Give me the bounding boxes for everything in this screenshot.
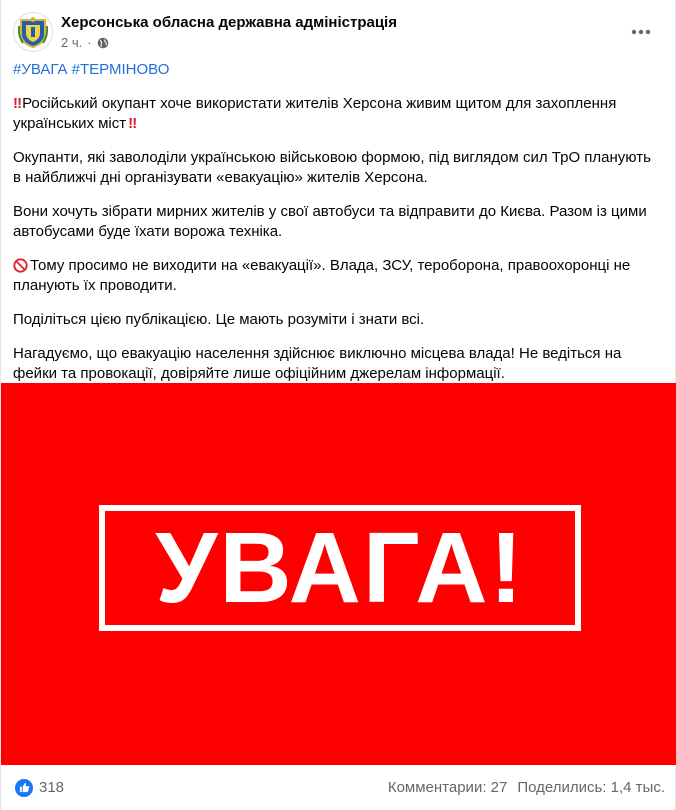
separator-dot: · — [87, 35, 92, 50]
double-exclamation-icon: ‼ — [13, 95, 20, 112]
paragraph-1: ‼ Російський окупант хоче використати жителів Херсона живим щитом для захоплення українських міст ‼ — [13, 95, 617, 132]
banner-text: УВАГА! — [155, 512, 525, 624]
paragraph-3: Вони хочуть зібрати мирних жителів у свої автобуси та відправити до Києва. Разом із цими автобусами буде їхати ворожа техніка. — [13, 203, 647, 240]
likes-count: 318 — [39, 779, 65, 796]
post-text — [13, 60, 663, 432]
post-header — [13, 12, 397, 52]
paragraph-6: Нагадуємо, що евакуацію населення здійснює виключно місцева влада! Не ведіться на фейки та провокації, довіряйте лише офіційним джерелам інформації. — [13, 345, 622, 382]
no-entry-icon — [13, 258, 28, 273]
paragraph-4: Тому просимо не виходити на «евакуації». Влада, ЗСУ, тероборона, правоохоронці не планують їх проводити. — [13, 257, 631, 294]
comments-count-link[interactable]: Комментарии: 27 — [387, 779, 508, 796]
like-icon — [15, 779, 33, 797]
post-options-button[interactable] — [623, 18, 659, 46]
shares-count-link[interactable]: Поделились: 1,4 тыс. — [517, 779, 665, 796]
post-timestamp[interactable]: 2 ч. — [61, 35, 83, 50]
page-name-link[interactable]: Херсонська обласна державна адміністрація — [61, 14, 397, 31]
double-exclamation-icon: ‼ — [128, 115, 135, 132]
attention-banner-image[interactable] — [1, 383, 676, 765]
globe-icon — [97, 37, 109, 49]
coat-of-arms-icon — [18, 16, 48, 48]
hashtags-top[interactable]: #УВАГА #ТЕРМІНОВО — [13, 61, 170, 78]
reactions-summary[interactable] — [15, 779, 64, 797]
paragraph-5: Поділіться цією публікацією. Це мають розуміти і знати всі. — [13, 311, 425, 328]
paragraph-2: Окупанти, які заволоділи українською військовою формою, під виглядом сил ТрО планують в найближчі дні організувати «евакуацію» жителів Херсона. — [13, 149, 651, 186]
banner-frame — [99, 505, 581, 631]
post-footer — [1, 765, 676, 810]
more-icon — [631, 29, 651, 35]
page-avatar[interactable] — [13, 12, 53, 52]
